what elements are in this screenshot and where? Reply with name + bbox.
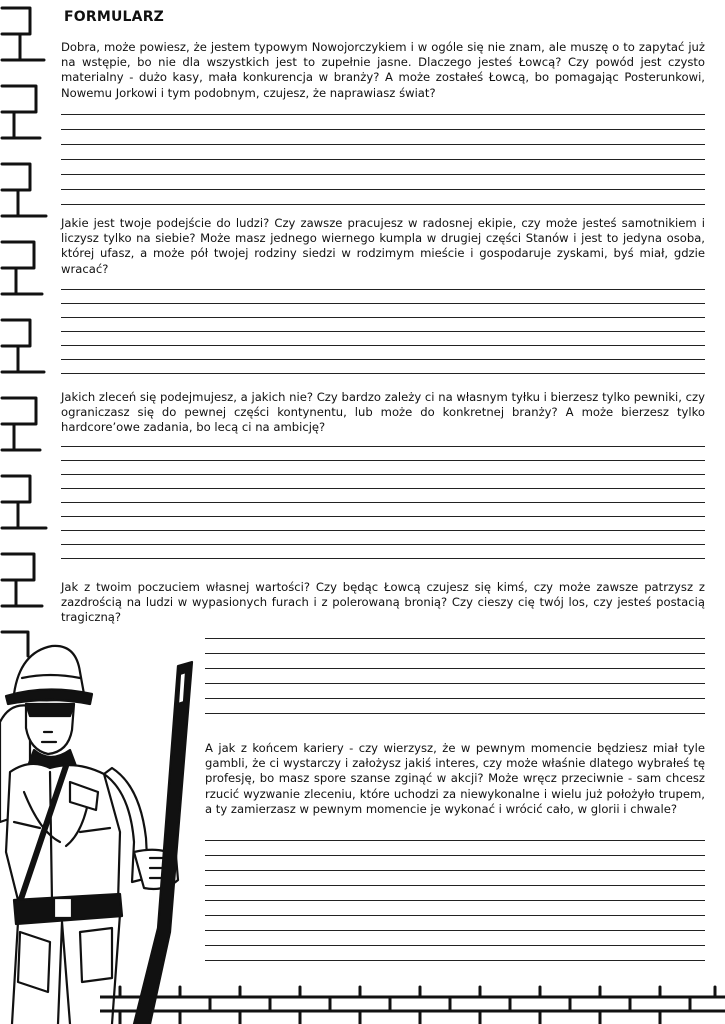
question-2-answer-lines[interactable]	[61, 276, 705, 374]
question-3-text: Jakich zleceń się podejmujesz, a jakich nie? Czy bardzo zależy ci na własnym tyłku i bierzesz tylko pewniki, czy ograniczasz się do pewnej części kontynentu, lub może do konkretnej branży? A może bierzesz tylko hardcore’owe zadania, bo lecą ci na ambicję?	[61, 390, 705, 435]
question-1-answer-lines[interactable]	[61, 100, 705, 205]
question-5-text: A jak z końcem kariery - czy wierzysz, że w pewnym momencie będziesz miał tyle gambli, że ci wystarczy i założysz jakiś interes, czy może właśnie dlatego wybrałeś tę profesję, bo masz spore szanse zginąć w akcji? Może wręcz przeciwnie - sam chcesz rzucić wyzwanie zleceniu, które uchodzi za niewykonalne i wielu już położyło trupem, a ty zamierzasz w pewnym momencie je wykonać i wrócić cało, w glorii i chwale?	[205, 741, 705, 816]
hunter-illustration	[0, 632, 205, 1024]
brick-wall-bottom-illustration	[100, 985, 725, 1024]
question-5-answer-lines[interactable]	[205, 826, 705, 961]
form-title: FORMULARZ	[64, 9, 165, 25]
question-2-text: Jakie jest twoje podejście do ludzi? Czy zawsze pracujesz w radosnej ekipie, czy może jesteś samotnikiem i liczysz tylko na siebie? Może masz jednego wiernego kumpla w drugiej części Stanów i jest to jedyna osoba, której ufasz, a może pół twojej rodziny siedzi w rodzimym mieście i gospodaruje zyskami, byś miał, gdzie wracać?	[61, 216, 705, 276]
question-3-answer-lines[interactable]	[61, 433, 705, 559]
brick-wall-left-illustration	[0, 0, 58, 660]
question-4-text: Jak z twoim poczuciem własnej wartości? Czy będąc Łowcą czujesz się kimś, czy może zawsze patrzysz z zazdrością na ludzi w wypasionych furach i z polerowaną bronią? Czy cieszy cię twój los, czy jesteś postacią tragiczną?	[61, 580, 705, 625]
question-4-answer-lines[interactable]	[205, 624, 705, 714]
question-1-text: Dobra, może powiesz, że jestem typowym Nowojorczykiem i w ogóle się nie znam, ale muszę o to zapytać już na wstępie, bo nie dla wszystkich jest to zupełnie jasne. Dlaczego jesteś Łowcą? Czy powód jest czysto materialny - dużo kasy, mała konkurencja w branży? A może zostałeś Łowcą, bo pomagając Posterunkowi, Nowemu Jorkowi i tym podobnym, czujesz, że naprawiasz świat?	[61, 40, 705, 100]
